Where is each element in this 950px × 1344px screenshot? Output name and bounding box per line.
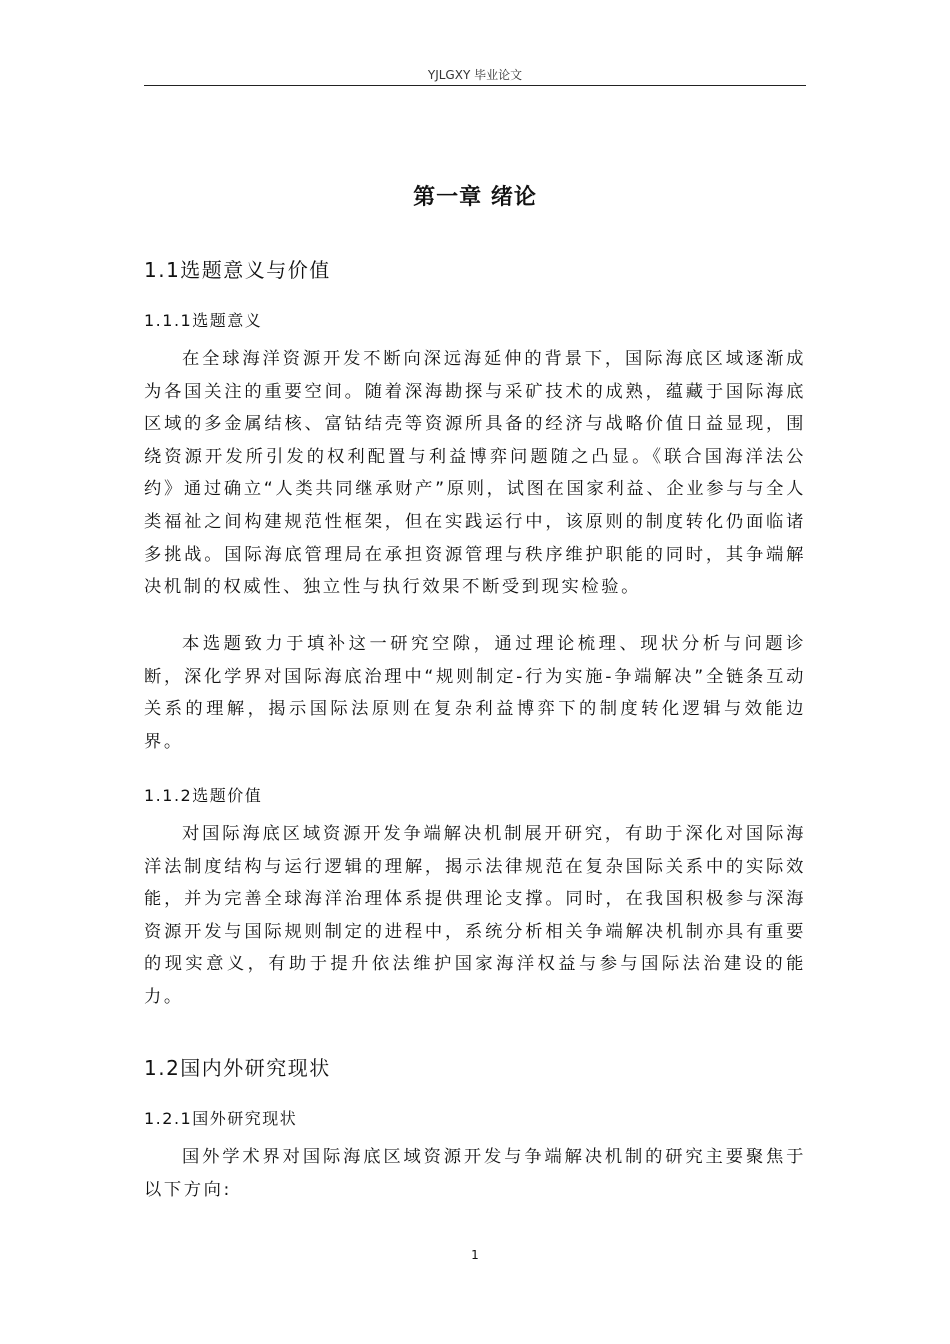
paragraph-value-1: 对国际海底区域资源开发争端解决机制展开研究，有助于深化对国际海洋法制度结构与运行逻辑的理解，揭示法律规范在复杂国际关系中的实际效能，并为完善全球海洋治理体系提供理论支撑。同时，在我国积极参与深海资源开发与国际规则制定的进程中，系统分析相关争端解决机制亦具有重要的现实意义，有助于提升依法维护国家海洋权益与参与国际法治建设的能力。: [144, 824, 806, 1007]
running-header: YJLGXY 毕业论文: [427, 68, 523, 82]
subsection-heading-1-2-1: 1.2.1国外研究现状: [144, 1109, 298, 1128]
paragraph-foreign-research: 国外学术界对国际海底区域资源开发与争端解决机制的研究主要聚焦于以下方向:: [144, 1147, 806, 1200]
chapter-title: 第一章 绪论: [413, 185, 537, 210]
section-heading-1-1: 1.1选题意义与价值: [144, 258, 331, 282]
section-heading-1-2: 1.2国内外研究现状: [144, 1056, 331, 1080]
subsection-heading-1-1-1: 1.1.1选题意义: [144, 311, 263, 330]
page-number: 1: [471, 1248, 479, 1262]
paragraph-significance-1: 在全球海洋资源开发不断向深远海延伸的背景下，国际海底区域逐渐成为各国关注的重要空间。随着深海勘探与采矿技术的成熟，蕴藏于国际海底区域的多金属结核、富钴结壳等资源所具备的经济与战略价值日益显现，围绕资源开发所引发的权利配置与利益博弈问题随之凸显。《联合国海洋法公约》通过确立“人类共同继承财产”原则，试图在国家利益、企业参与与全人类福祉之间构建规范性框架，但在实践运行中，该原则的制度转化仍面临诸多挑战。国际海底管理局在承担资源管理与秩序维护职能的同时，其争端解决机制的权威性、独立性与执行效果不断受到现实检验。: [144, 349, 806, 598]
subsection-heading-1-1-2: 1.1.2选题价值: [144, 786, 263, 805]
header-rule: [144, 85, 806, 86]
paragraph-significance-2: 本选题致力于填补这一研究空隙，通过理论梳理、现状分析与问题诊断，深化学界对国际海底治理中“规则制定-行为实施-争端解决”全链条互动关系的理解，揭示国际法原则在复杂利益博弈下的制度转化逻辑与效能边界。: [144, 634, 806, 752]
